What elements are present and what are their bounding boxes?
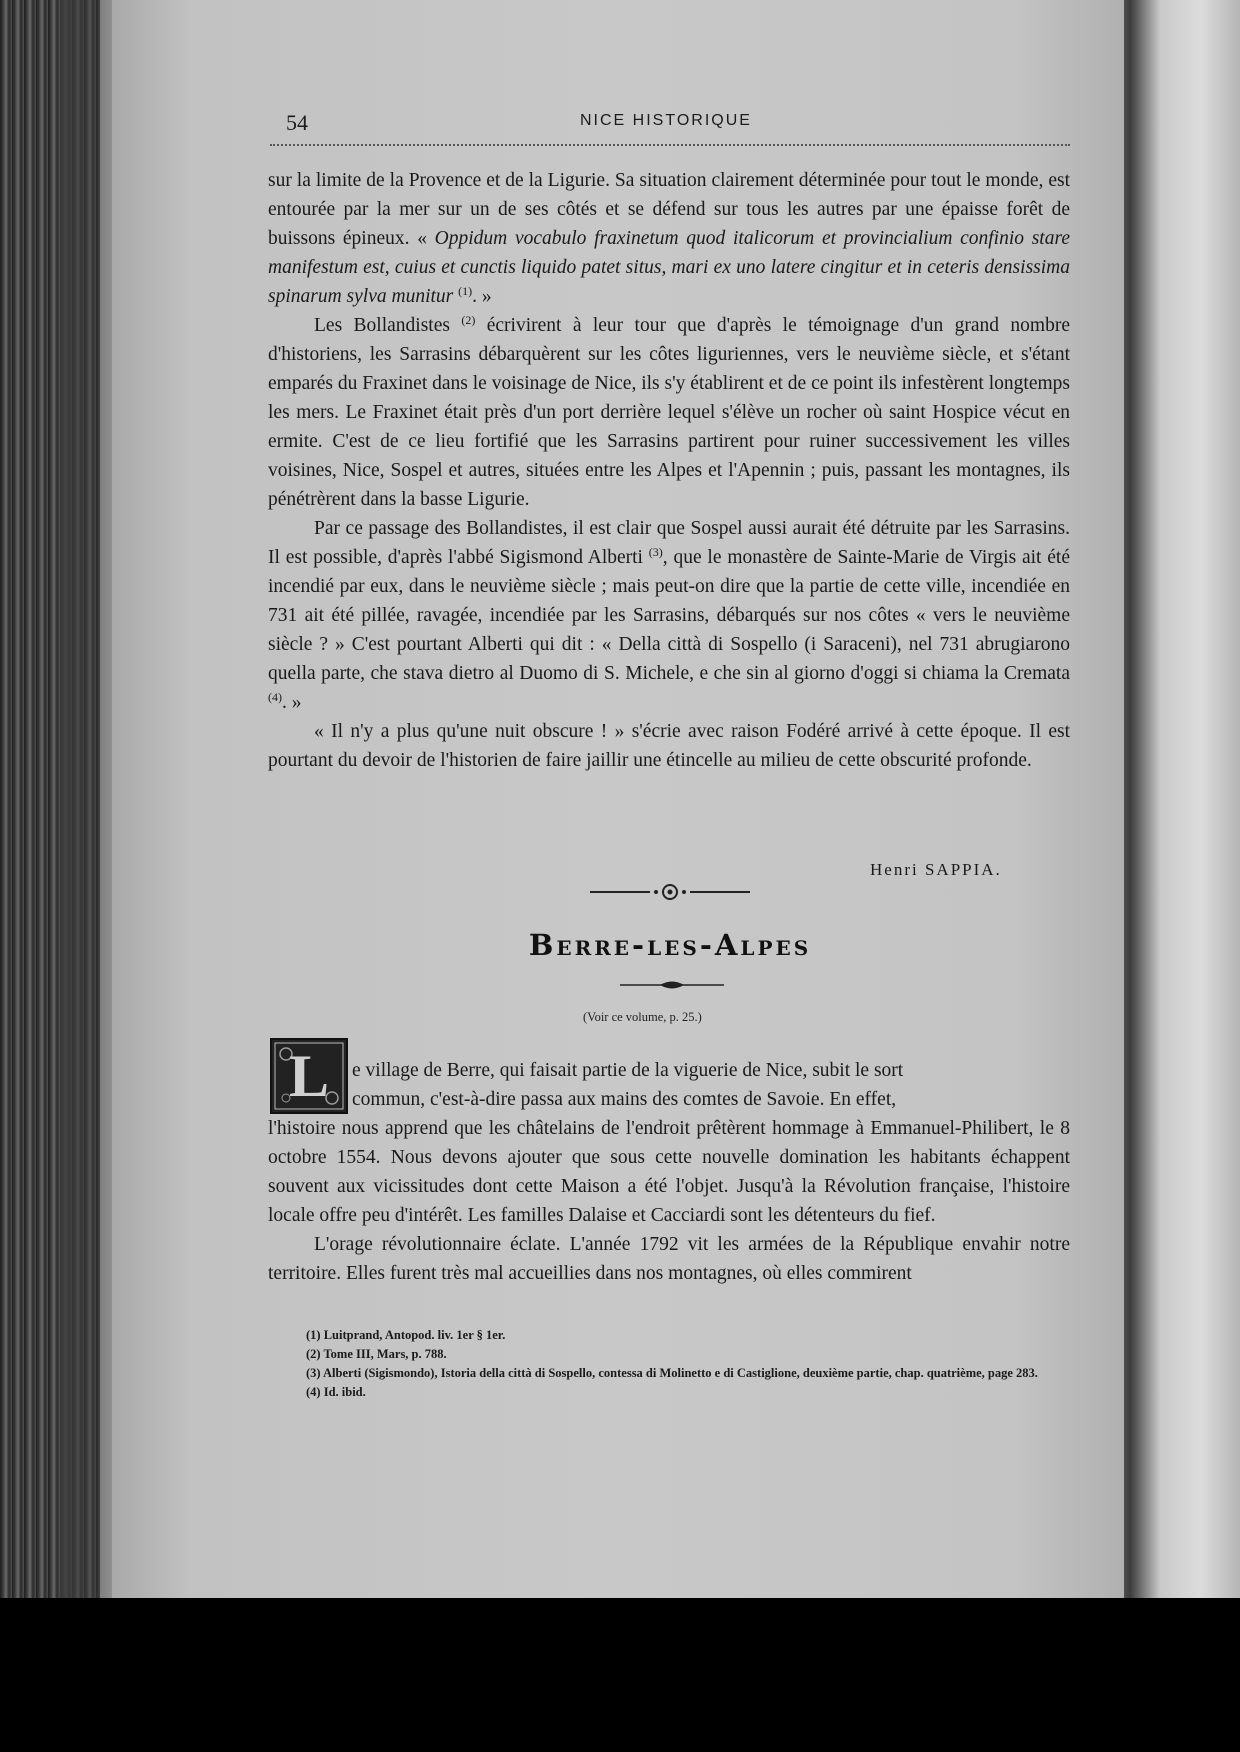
article-title: Berre-les-Alpes (528, 928, 812, 962)
footnote-ref: (2) (461, 313, 476, 327)
paragraph: Les Bollandistes $^{(2)}$ écrivirent à leur tour que d'après le témoignage d'un grand nombre d'historiens, les Sarrasins débarquèrent sur les côtes liguriennes, vers le neuvième siècle, et s'étant emparés du Fraxinet dans le voisinage de Nice, ils s'y établirent et de ce point ils infestèrent longtemps les mers. Le Fraxinet était près d'un port derrière lequel s'élève un rocher où saint Hospice vécut en ermite. C'est de ce lieu fortifié que les Sarrasins partirent pour ruiner successivement les villes voisines, Nice, Sospel et autres, situées entre les Alpes et l'Apennin ; puis, passant les montagnes, ils pénétrèrent dans la basse Ligurie. (268, 313, 1070, 510)
binding-fade (60, 0, 120, 1600)
header-rule (270, 144, 1070, 146)
paragraph-line: commun, c'est-à-dire passa aux mains des comtes de Savoie. En effet, (352, 1089, 897, 1110)
footnote: (2) Tome III, Mars, p. 788. (306, 1347, 447, 1361)
page-edge-right (1120, 0, 1240, 1600)
footnote-ref: (4) (268, 690, 282, 704)
paragraph: sur la limite de la Provence et de la Ligurie. Sa situation clairement déterminée pour tout le monde, est entourée par la mer sur un de ses côtés et se défend sur tous les autres par une épaisse forêt de buissons épineux. « Oppidum vocabulo fraxinetum quod italicorum et provincialium confinio stare manifestum est, cuius et cunctis liquido patet situs, mari ex uno latere cingitur et in ceteris densissima spinarum sylva munitur $^{(1)}$. » (268, 170, 1070, 307)
scan-bottom-border (0, 1598, 1240, 1752)
footnote-ref: (3) (648, 545, 663, 559)
page-number: 54 (286, 110, 308, 135)
paragraph: Par ce passage des Bollandistes, il est clair que Sospel aussi aurait été détruite par les Sarrasins. Il est possible, d'après l'abbé Sigismond Alberti $^{(3)}$, que le monastère de Sainte-Marie de Virgis ait été incendié par eux, dans le neuvième siècle ; mais peut-on dire que la partie de cette ville, incendiée en 731 ait été pillée, ravagée, incendiée par les Sarrasins, débarqués sur nos côtes « vers le neuvième siècle ? » C'est pourtant Alberti qui dit : « Della città di Sospello (i Saraceni), nel 731 abrugiarono quella parte, che stava dietro al Duomo di S. Michele, e che sin al giorno d'oggi si chiama la Cremata $^{(4)}$. » (268, 518, 1070, 713)
paragraph: l'histoire nous apprend que les châtelains de l'endroit prêtèrent hommage à Emmanuel-Philibert, le 8 octobre 1554. Nous devons ajouter que sous cette nouvelle domination les habitants échappent souvent aux vicissitudes dont cette Maison a été l'objet. Jusqu'à la Révolution française, l'histoire locale offre peu d'intérêt. Les familles Dalaise et Cacciardi sont les détenteurs du fief. (268, 1118, 1070, 1226)
page-header (270, 106, 1070, 146)
footnote: (3) Alberti (Sigismondo), Istoria della città di Sospello, contessa di Molinetto e di Castiglione, deuxième partie, chap. quatrième, page 283. (306, 1366, 1038, 1380)
running-title: NICE HISTORIQUE (580, 112, 752, 129)
paragraph: L'orage révolutionnaire éclate. L'année 1792 vit les armées de la République envahir notre territoire. Elles furent très mal accueillies dans nos montagnes, où elles commirent (268, 1234, 1070, 1284)
footnotes (268, 1326, 1070, 1402)
volume-reference: (Voir ce volume, p. 25.) (583, 1010, 702, 1024)
title-underline-ornament (620, 978, 724, 992)
paragraph-line: e village de Berre, qui faisait partie de la viguerie de Nice, subit le sort (352, 1060, 904, 1081)
article-body-sappia (268, 166, 1070, 775)
footnote: (4) Id. ibid. (306, 1385, 366, 1399)
footnote: (1) Luitprand, Antopod. liv. 1er § 1er. (306, 1328, 506, 1342)
latin-quote: Oppidum vocabulo fraxinetum quod italicorum et provincialium confinio stare manifestum est, cuius et cunctis liquido patet situs, mari ex uno latere cingitur et in ceteris densissima spinarum sylva munitur (268, 228, 1070, 307)
article-body-berre (268, 1056, 1070, 1288)
initial-letter: L (288, 1043, 330, 1109)
footnote-ref: (1) (458, 284, 473, 298)
section-divider-ornament (590, 880, 750, 904)
author-signature: Henri SAPPIA. (870, 860, 1002, 879)
paragraph: « Il n'y a plus qu'une nuit obscure ! » s'écrie avec raison Fodéré arrivé à cette époque. Il est pourtant du devoir de l'historien de faire jaillir une étincelle au milieu de cette obscurité profonde. (268, 721, 1070, 771)
